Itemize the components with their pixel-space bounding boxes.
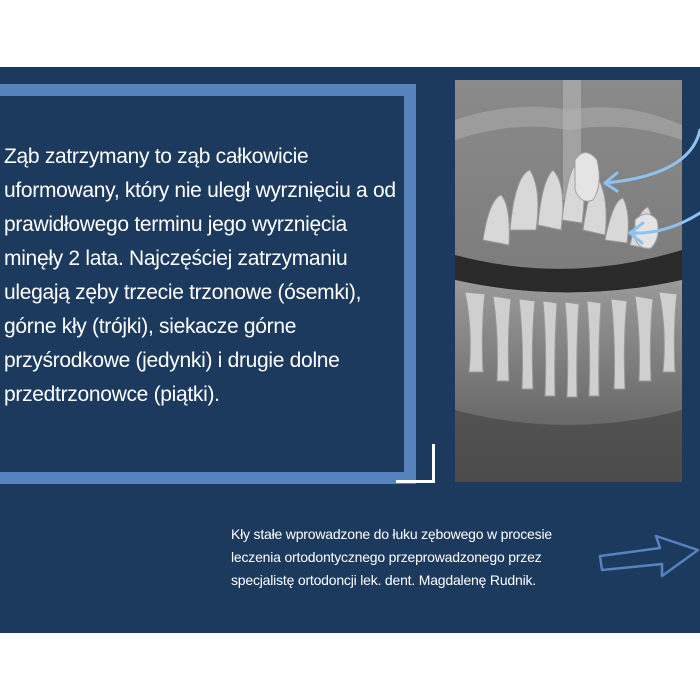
corner-bracket-decoration xyxy=(396,444,435,483)
main-description: Ząb zatrzymany to ząb całkowicie uformowany, który nie uległ wyrznięciu a od prawidłowego terminu jego wyrznięcia minęły 2 lata. Najczęściej zatrzymaniu ulegają zęby trzecie trzonowe (ósemki), górne kły (trójki), siekacze górne przyśrodkowe (jedynki) i drugie dolne przedtrzonowce (piątki). xyxy=(4,145,396,406)
right-arrow-icon xyxy=(596,528,700,580)
xray-pointer-arrows xyxy=(595,95,700,275)
image-caption: Kły stałe wprowadzone do łuku zębowego w procesie leczenia ortodontycznego przeprowadzonego przez specjalistę ortodoncji lek. dent. Magdalenę Rudnik. xyxy=(231,526,552,588)
upper-canine-arrow xyxy=(605,130,700,183)
